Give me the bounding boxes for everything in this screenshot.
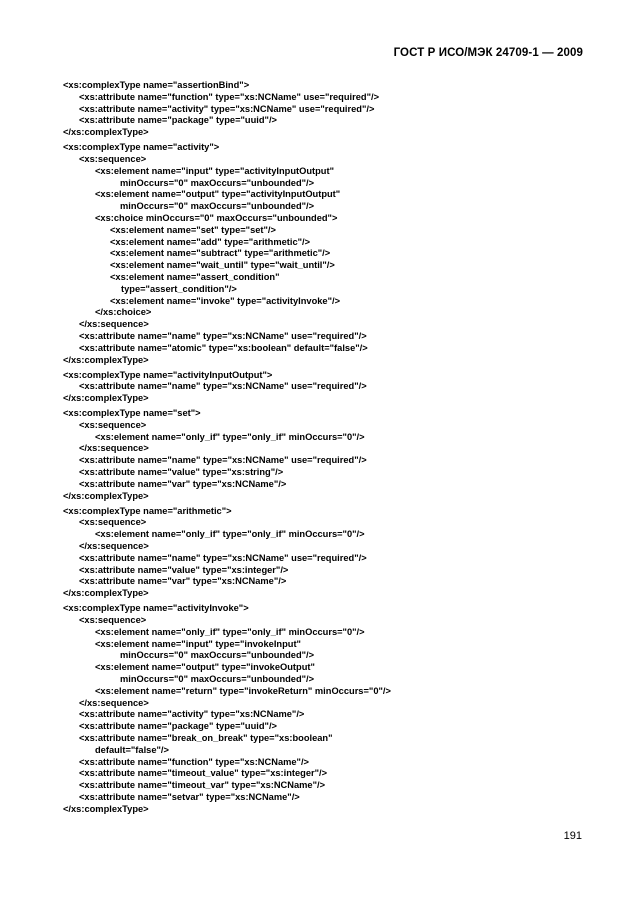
code-line: <xs:attribute name="name" type="xs:NCName" use="required"/> [79, 330, 367, 341]
code-line: <xs:element name="add" type="arithmetic"/> [110, 236, 311, 247]
code-block [63, 370, 391, 405]
code-line: </xs:complexType> [63, 127, 149, 138]
code-line: <xs:attribute name="atomic" type="xs:boolean" default="false"/> [79, 342, 368, 353]
code-line: <xs:complexType name="activityInputOutput"> [63, 369, 273, 380]
code-line: <xs:attribute name="var" type="xs:NCName"/> [79, 576, 287, 587]
code-line: <xs:attribute name="var" type="xs:NCName"/> [79, 478, 287, 489]
code-line: </xs:sequence> [79, 697, 149, 708]
code-line: <xs:attribute name="function" type="xs:NCName"/> [79, 756, 309, 767]
code-line: <xs:complexType name="activity"> [63, 142, 220, 153]
code-line: <xs:element name="set" type="set"/> [110, 224, 276, 235]
code-line: </xs:complexType> [63, 588, 149, 599]
code-line: <xs:element name="invoke" type="activityInvoke"/> [110, 295, 341, 306]
code-line: minOccurs="0" maxOccurs="unbounded"/> [120, 201, 315, 212]
code-line: </xs:complexType> [63, 393, 149, 404]
code-line: </xs:sequence> [79, 541, 149, 552]
code-block [63, 506, 391, 600]
code-line: </xs:complexType> [63, 803, 149, 814]
code-line: <xs:sequence> [79, 517, 147, 528]
code-line: <xs:sequence> [79, 615, 147, 625]
code-line: <xs:attribute name="name" type="xs:NCName" use="required"/> [79, 552, 367, 563]
code-line: </xs:complexType> [63, 490, 149, 501]
code-line: </xs:sequence> [79, 319, 149, 330]
code-line: <xs:attribute name="value" type="xs:integer"/> [79, 564, 289, 575]
code-line: minOccurs="0" maxOccurs="unbounded"/> [120, 177, 315, 188]
code-line: <xs:attribute name="timeout_value" type="xs:integer"/> [79, 768, 328, 779]
code-line: <xs:element name="output" type="activityInputOutput" [95, 189, 341, 200]
code-block [63, 80, 391, 139]
page-header: ГОСТ Р ИСО/МЭК 24709-1 — 2009 [393, 47, 583, 59]
code-block [63, 142, 391, 366]
code-line: <xs:complexType name="activityInvoke"> [63, 603, 249, 614]
xml-schema-listing [63, 80, 391, 819]
code-line: default="false"/> [95, 744, 169, 755]
code-line: <xs:element name="subtract" type="arithmetic"/> [110, 248, 331, 259]
code-line: <xs:attribute name="name" type="xs:NCName" use="required"/> [79, 381, 367, 392]
code-line: <xs:choice minOccurs="0" maxOccurs="unbounded"> [95, 212, 338, 223]
page-number: 191 [563, 830, 582, 842]
code-block [63, 408, 391, 502]
code-line: minOccurs="0" maxOccurs="unbounded"/> [120, 650, 315, 661]
code-line: <xs:attribute name="setvar" type="xs:NCName"/> [79, 791, 300, 802]
code-line: <xs:element name="only_if" type="only_if" minOccurs="0"/> [95, 431, 365, 442]
code-line: </xs:sequence> [79, 443, 149, 454]
code-line: <xs:element name="input" type="activityInputOutput" [95, 165, 334, 176]
code-line: <xs:attribute name="name" type="xs:NCName" use="required"/> [79, 455, 367, 466]
code-line: <xs:element name="assert_condition" [110, 271, 280, 282]
code-line: <xs:element name="only_if" type="only_if" minOccurs="0"/> [95, 529, 365, 540]
code-line: <xs:attribute name="activity" type="xs:NCName"/> [79, 709, 305, 720]
code-line: <xs:sequence> [79, 419, 147, 430]
code-line: <xs:attribute name="timeout_var" type="xs:NCName"/> [79, 780, 326, 791]
code-line: <xs:sequence> [79, 153, 147, 164]
code-line: <xs:complexType name="arithmetic"> [63, 505, 232, 516]
code-line: <xs:attribute name="function" type="xs:NCName" use="required"/> [79, 91, 380, 102]
code-line: <xs:complexType name="assertionBind"> [63, 80, 250, 90]
code-block [63, 603, 391, 815]
code-line: <xs:attribute name="package" type="uuid"/> [79, 721, 277, 732]
code-line: type="assert_condition"/> [121, 283, 237, 294]
code-line: <xs:complexType name="set"> [63, 408, 201, 419]
code-line: minOccurs="0" maxOccurs="unbounded"/> [120, 673, 315, 684]
code-line: <xs:attribute name="package" type="uuid"/> [79, 115, 277, 126]
code-line: <xs:attribute name="break_on_break" type="xs:boolean" [79, 732, 333, 743]
code-line: <xs:element name="output" type="invokeOutput" [95, 662, 315, 673]
code-line: <xs:attribute name="activity" type="xs:NCName" use="required"/> [79, 103, 375, 114]
code-line: </xs:complexType> [63, 354, 149, 365]
code-line: <xs:element name="wait_until" type="wait_until"/> [110, 260, 335, 271]
code-line: <xs:attribute name="value" type="xs:string"/> [79, 467, 284, 478]
code-line: <xs:element name="input" type="invokeInput" [95, 638, 301, 649]
code-line: <xs:element name="return" type="invokeReturn" minOccurs="0"/> [95, 685, 391, 696]
code-line: <xs:element name="only_if" type="only_if" minOccurs="0"/> [95, 626, 365, 637]
code-line: </xs:choice> [95, 307, 152, 318]
